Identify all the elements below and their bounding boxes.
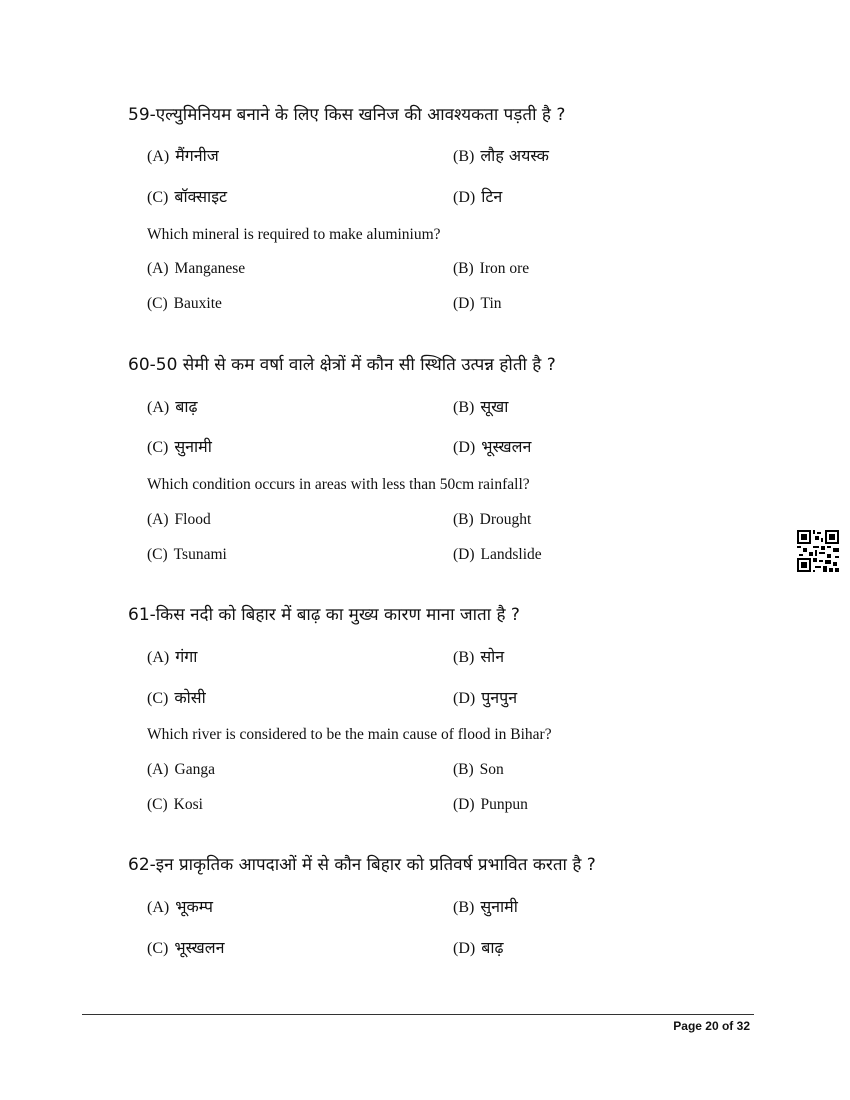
option-d-english: (D) Tin — [453, 295, 502, 312]
question-60-english: Which condition occurs in areas with less than 50cm rainfall? — [147, 476, 530, 493]
option-c-hindi: (C) कोसी — [147, 688, 206, 707]
option-d-hindi: (D) भूस्खलन — [453, 437, 532, 456]
option-b-hindi: (B) सूखा — [453, 397, 509, 416]
option-c-hindi: (C) भूस्खलन — [147, 938, 225, 957]
option-c-english: (C) Tsunami — [147, 546, 227, 563]
option-d-english: (D) Landslide — [453, 546, 542, 563]
option-a-hindi: (A) गंगा — [147, 647, 198, 666]
question-59-hindi: 59-एल्युमिनियम बनाने के लिए किस खनिज की आवश्यकता पड़ती है ? — [128, 105, 566, 125]
option-d-hindi: (D) पुनपुन — [453, 688, 518, 707]
option-a-english: (A) Flood — [147, 511, 211, 528]
option-b-hindi: (B) लौह अयस्क — [453, 146, 549, 165]
option-d-english: (D) Punpun — [453, 796, 528, 813]
question-62-hindi: 62-इन प्राकृतिक आपदाओं में से कौन बिहार को प्रतिवर्ष प्रभावित करता है ? — [128, 855, 596, 875]
footer-divider — [82, 1014, 754, 1015]
option-a-hindi: (A) बाढ़ — [147, 397, 198, 416]
option-c-hindi: (C) बॉक्साइट — [147, 187, 228, 206]
option-b-english: (B) Drought — [453, 511, 532, 528]
question-59-english: Which mineral is required to make aluminium? — [147, 226, 441, 243]
option-b-hindi: (B) सुनामी — [453, 897, 518, 916]
question-61-english: Which river is considered to be the main cause of flood in Bihar? — [147, 726, 552, 743]
option-a-english: (A) Ganga — [147, 761, 215, 778]
option-b-english: (B) Son — [453, 761, 504, 778]
option-a-english: (A) Manganese — [147, 260, 246, 277]
option-b-hindi: (B) सोन — [453, 647, 505, 666]
question-60-hindi: 60-50 सेमी से कम वर्षा वाले क्षेत्रों में कौन सी स्थिति उत्पन्न होती है ? — [128, 355, 556, 375]
option-a-hindi: (A) भूकम्प — [147, 897, 213, 916]
option-b-english: (B) Iron ore — [453, 260, 530, 277]
option-d-hindi: (D) टिन — [453, 187, 503, 206]
qr-code — [797, 530, 839, 572]
option-a-hindi: (A) मैंगनीज — [147, 146, 219, 165]
option-d-hindi: (D) बाढ़ — [453, 938, 504, 957]
question-61-hindi: 61-किस नदी को बिहार में बाढ़ का मुख्य कारण माना जाता है ? — [128, 605, 520, 625]
page-number: Page 20 of 32 — [673, 1019, 750, 1033]
option-c-hindi: (C) सुनामी — [147, 437, 212, 456]
option-c-english: (C) Bauxite — [147, 295, 222, 312]
option-c-english: (C) Kosi — [147, 796, 203, 813]
